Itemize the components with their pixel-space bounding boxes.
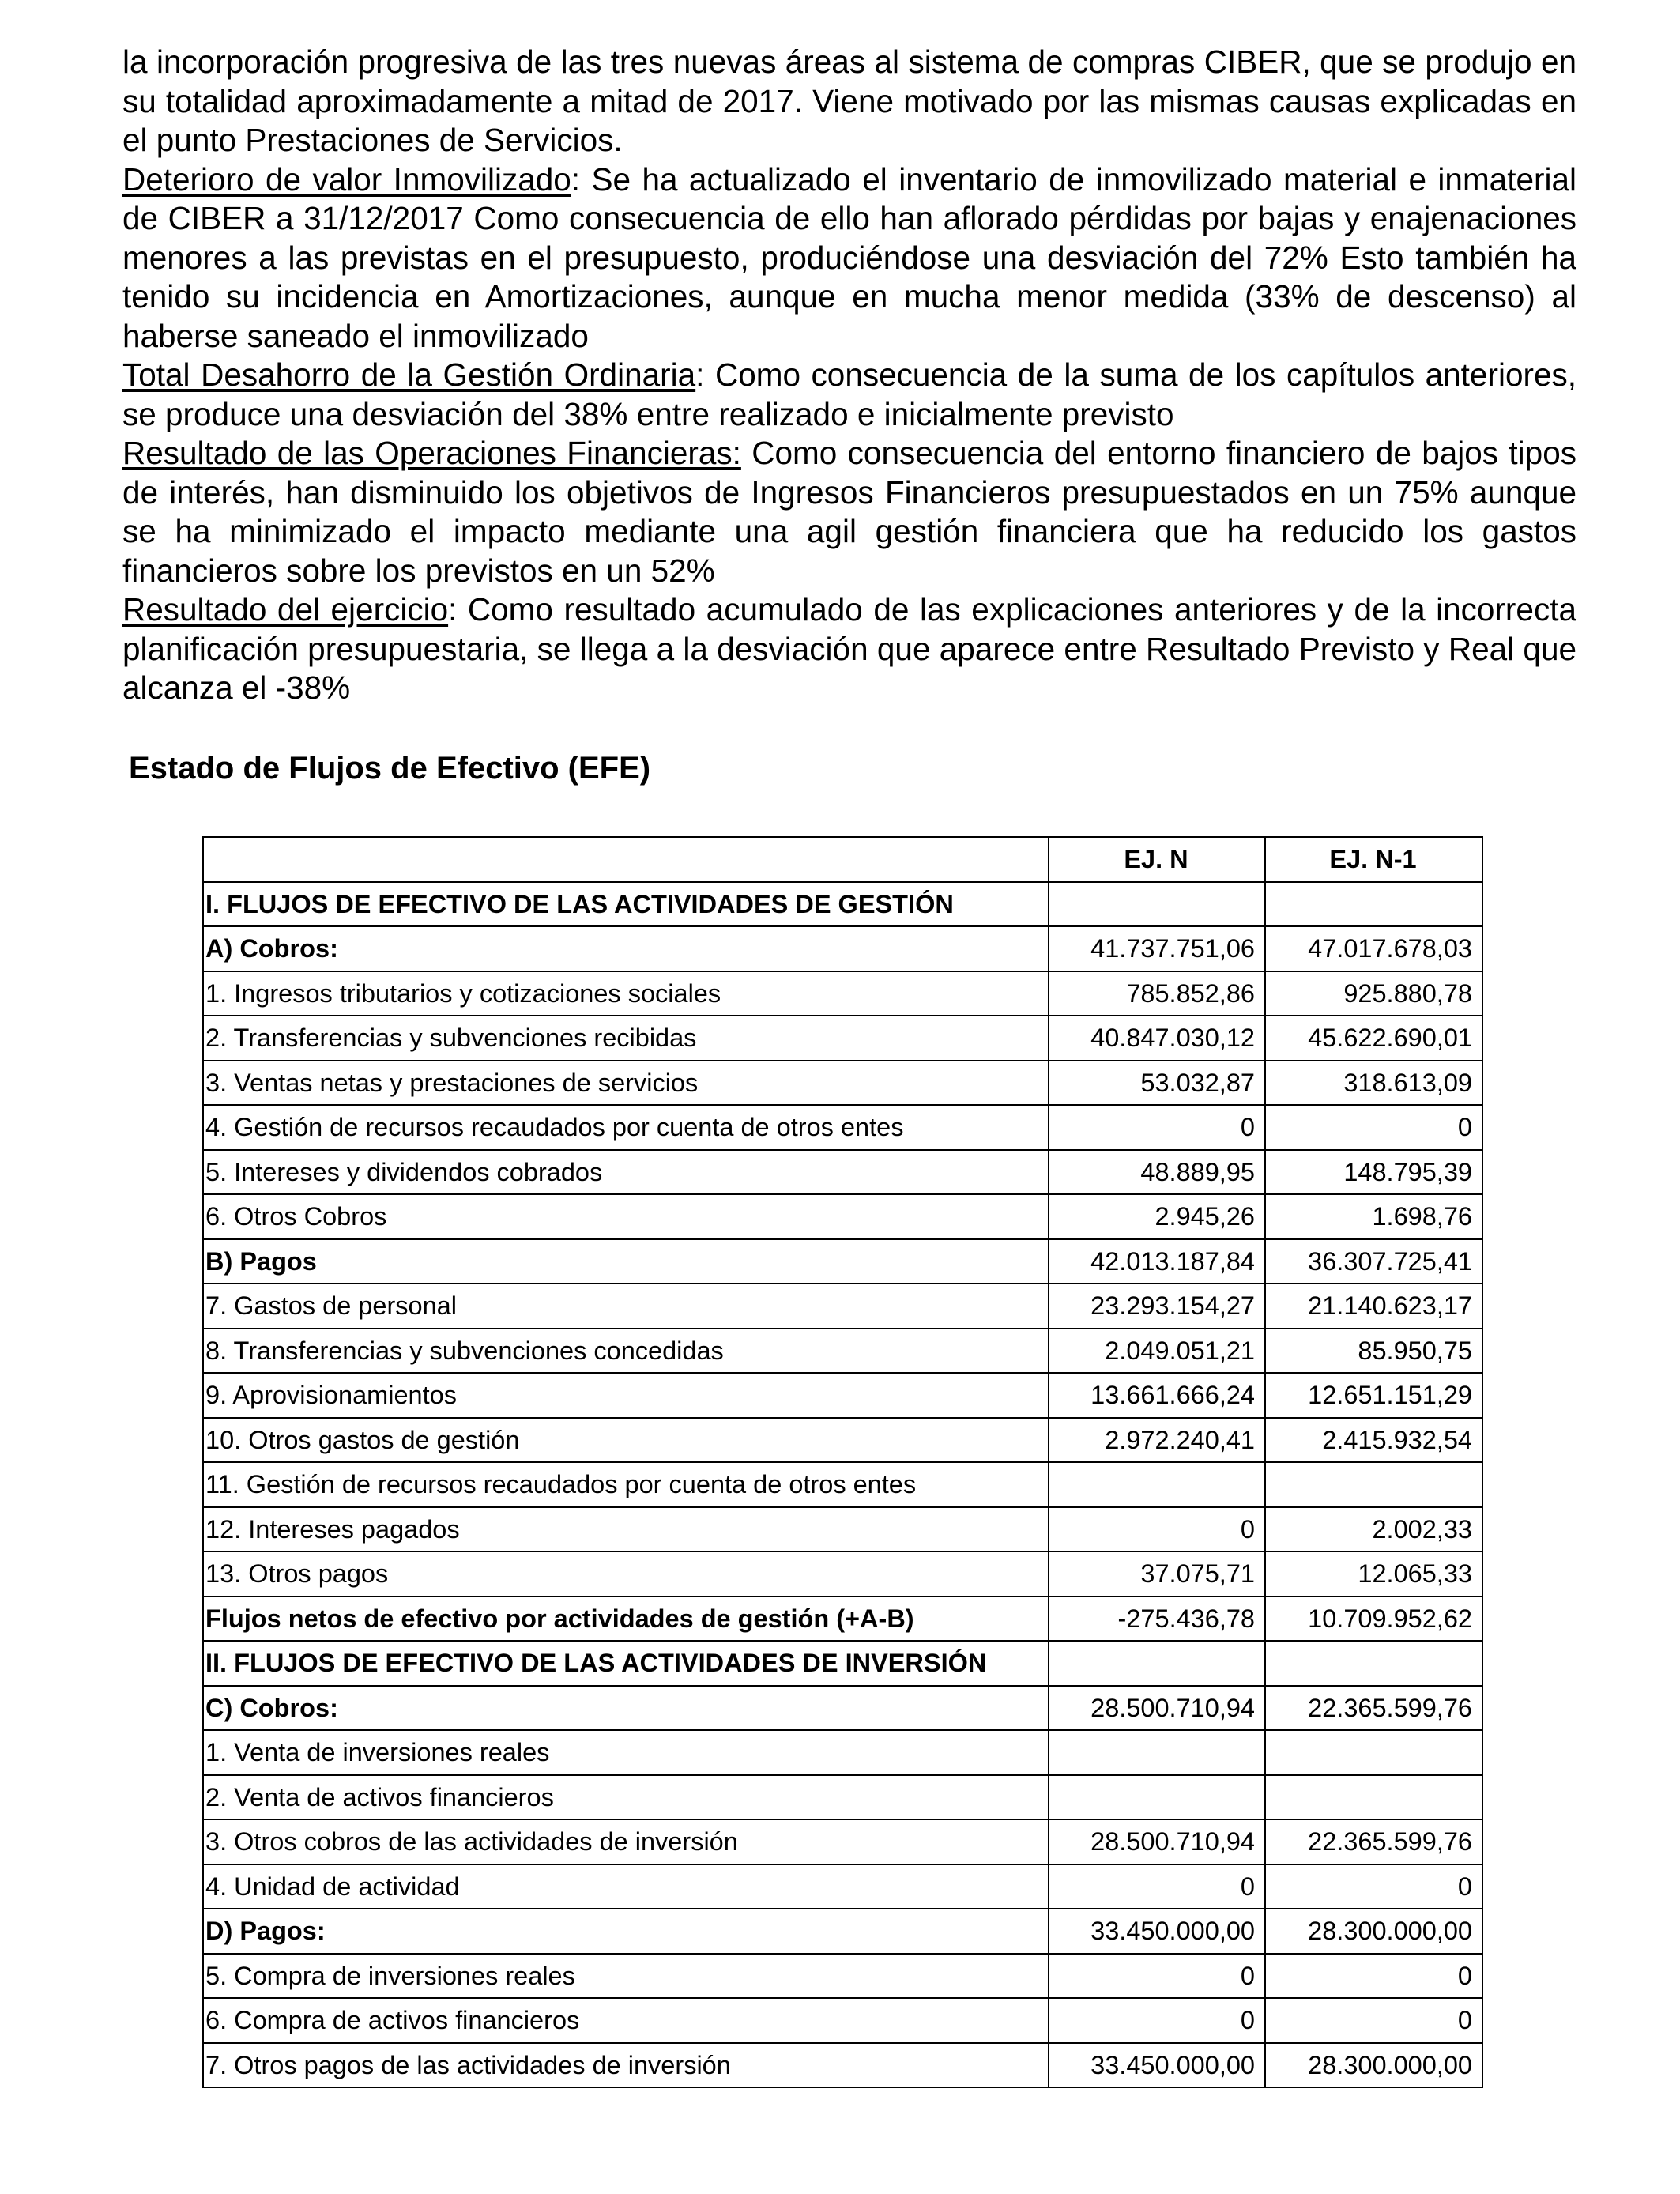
value-ej-n: 33.450.000,00 [1049, 2043, 1265, 2088]
paragraph-intro [122, 43, 1576, 160]
value-ej-n [1049, 1462, 1265, 1507]
table-row [203, 1864, 1482, 1909]
value-ej-n-1: 2.002,33 [1265, 1507, 1482, 1552]
value-ej-n-1: 0 [1265, 1998, 1482, 2043]
value-ej-n [1049, 1730, 1265, 1775]
row-label: 10. Otros gastos de gestión [203, 1418, 1049, 1463]
value-ej-n [1049, 882, 1265, 927]
value-ej-n-1: 0 [1265, 1105, 1482, 1150]
table-body [203, 882, 1482, 2088]
value-ej-n: 42.013.187,84 [1049, 1239, 1265, 1284]
value-ej-n-1 [1265, 1641, 1482, 1686]
value-ej-n-1: 21.140.623,17 [1265, 1284, 1482, 1329]
row-label: 1. Venta de inversiones reales [203, 1730, 1049, 1775]
row-label: D) Pagos: [203, 1909, 1049, 1954]
value-ej-n: 13.661.666,24 [1049, 1373, 1265, 1418]
row-label: 9. Aprovisionamientos [203, 1373, 1049, 1418]
row-label: 1. Ingresos tributarios y cotizaciones sociales [203, 971, 1049, 1016]
paragraph-text: Como resultado acumulado de las explicaciones anteriores y de la incorrecta planificación presupuestaria, se llega a la desviación que aparece entre Resultado Previsto y Real que alcanza el -38% [122, 591, 1576, 706]
value-ej-n-1: 85.950,75 [1265, 1329, 1482, 1374]
row-label: 8. Transferencias y subvenciones concedidas [203, 1329, 1049, 1374]
value-ej-n: 28.500.710,94 [1049, 1686, 1265, 1731]
table-row [203, 1150, 1482, 1195]
table-row [203, 1284, 1482, 1329]
table-row [203, 1061, 1482, 1106]
value-ej-n-1: 2.415.932,54 [1265, 1418, 1482, 1463]
row-label: 6. Otros Cobros [203, 1194, 1049, 1239]
value-ej-n-1: 28.300.000,00 [1265, 2043, 1482, 2088]
value-ej-n: 53.032,87 [1049, 1061, 1265, 1106]
table-row [203, 1507, 1482, 1552]
row-label: A) Cobros: [203, 926, 1049, 971]
paragraph-heading: Resultado del ejercicio [122, 591, 449, 628]
row-label: 6. Compra de activos financieros [203, 1998, 1049, 2043]
table-header-row [203, 837, 1482, 882]
table-row [203, 1775, 1482, 1820]
row-label: B) Pagos [203, 1239, 1049, 1284]
paragraph-heading-sep: : [571, 160, 592, 198]
row-label: 5. Intereses y dividendos cobrados [203, 1150, 1049, 1195]
value-ej-n-1: 148.795,39 [1265, 1150, 1482, 1195]
row-label: II. FLUJOS DE EFECTIVO DE LAS ACTIVIDADES DE INVERSIÓN [203, 1641, 1049, 1686]
paragraph-desahorro [122, 356, 1576, 434]
table-row [203, 1551, 1482, 1596]
value-ej-n-1 [1265, 1730, 1482, 1775]
table-row [203, 926, 1482, 971]
column-header-ej-n: EJ. N [1049, 837, 1265, 882]
value-ej-n-1: 0 [1265, 1954, 1482, 1999]
table-row [203, 1373, 1482, 1418]
table-row [203, 971, 1482, 1016]
value-ej-n: 0 [1049, 1998, 1265, 2043]
table-row [203, 1909, 1482, 1954]
row-label: 13. Otros pagos [203, 1551, 1049, 1596]
table-row [203, 1998, 1482, 2043]
value-ej-n-1: 318.613,09 [1265, 1061, 1482, 1106]
column-header-ej-n-1: EJ. N-1 [1265, 837, 1482, 882]
value-ej-n-1: 45.622.690,01 [1265, 1016, 1482, 1061]
value-ej-n-1: 36.307.725,41 [1265, 1239, 1482, 1284]
paragraph-heading-sep: : [695, 356, 715, 393]
value-ej-n-1: 28.300.000,00 [1265, 1909, 1482, 1954]
paragraph-text: la incorporación progresiva de las tres nuevas áreas al sistema de compras CIBER, que se produjo en su totalidad aproximadamente a mitad de 2017. Viene motivado por las mismas causas explicadas en el punto Prestaciones de Servicios. [122, 43, 1576, 158]
value-ej-n: 0 [1049, 1954, 1265, 1999]
column-header-concept [203, 837, 1049, 882]
table-row [203, 1239, 1482, 1284]
table-row [203, 1418, 1482, 1463]
paragraph-operaciones-financieras [122, 434, 1576, 590]
table-row [203, 2043, 1482, 2088]
table-row [203, 1730, 1482, 1775]
value-ej-n: 2.972.240,41 [1049, 1418, 1265, 1463]
row-label: 7. Gastos de personal [203, 1284, 1049, 1329]
table-row [203, 1016, 1482, 1061]
value-ej-n-1 [1265, 1775, 1482, 1820]
paragraph-heading: Resultado de las Operaciones Financieras: [122, 435, 741, 471]
row-label: 4. Gestión de recursos recaudados por cuenta de otros entes [203, 1105, 1049, 1150]
body-text [122, 43, 1576, 708]
value-ej-n-1: 10.709.952,62 [1265, 1596, 1482, 1642]
row-label: 12. Intereses pagados [203, 1507, 1049, 1552]
paragraph-text: Se ha actualizado el inventario de inmovilizado material e inmaterial de CIBER a 31/12/2017 Como consecuencia de ello han aflorado pérdidas por bajas y enajenaciones menores a las previstas en el presupuesto, produciéndose una desviación del 72% Esto también ha tenido su incidencia en Amortizaciones, aunque en mucha menor medida (33% de descenso) al haberse saneado el inmovilizado [122, 160, 1576, 354]
value-ej-n-1: 1.698,76 [1265, 1194, 1482, 1239]
table-row [203, 1194, 1482, 1239]
value-ej-n-1: 22.365.599,76 [1265, 1686, 1482, 1731]
table-row [203, 1954, 1482, 1999]
value-ej-n: 785.852,86 [1049, 971, 1265, 1016]
table-row [203, 1329, 1482, 1374]
value-ej-n-1: 12.065,33 [1265, 1551, 1482, 1596]
value-ej-n-1: 22.365.599,76 [1265, 1819, 1482, 1864]
table-row [203, 882, 1482, 927]
value-ej-n: 41.737.751,06 [1049, 926, 1265, 971]
value-ej-n: 0 [1049, 1864, 1265, 1909]
value-ej-n [1049, 1775, 1265, 1820]
value-ej-n: 23.293.154,27 [1049, 1284, 1265, 1329]
row-label: 3. Otros cobros de las actividades de inversión [203, 1819, 1049, 1864]
value-ej-n: 33.450.000,00 [1049, 1909, 1265, 1954]
value-ej-n: 2.049.051,21 [1049, 1329, 1265, 1374]
value-ej-n: 37.075,71 [1049, 1551, 1265, 1596]
paragraph-deterioro [122, 160, 1576, 356]
value-ej-n [1049, 1641, 1265, 1686]
row-label: 4. Unidad de actividad [203, 1864, 1049, 1909]
paragraph-heading: Deterioro de valor Inmovilizado [122, 160, 571, 198]
value-ej-n: 0 [1049, 1507, 1265, 1552]
row-label: I. FLUJOS DE EFECTIVO DE LAS ACTIVIDADES DE GESTIÓN [203, 882, 1049, 927]
value-ej-n-1 [1265, 882, 1482, 927]
table-row [203, 1596, 1482, 1642]
paragraph-heading-sep: : [448, 591, 468, 628]
section-title: Estado de Flujos de Efectivo (EFE) [129, 751, 651, 786]
value-ej-n: 28.500.710,94 [1049, 1819, 1265, 1864]
value-ej-n: 0 [1049, 1105, 1265, 1150]
value-ej-n-1 [1265, 1462, 1482, 1507]
table-row [203, 1819, 1482, 1864]
row-label: 5. Compra de inversiones reales [203, 1954, 1049, 1999]
table-row [203, 1105, 1482, 1150]
table-row [203, 1686, 1482, 1731]
row-label: C) Cobros: [203, 1686, 1049, 1731]
row-label: Flujos netos de efectivo por actividades de gestión (+A-B) [203, 1596, 1049, 1642]
value-ej-n-1: 0 [1265, 1864, 1482, 1909]
row-label: 2. Venta de activos financieros [203, 1775, 1049, 1820]
paragraph-resultado-ejercicio [122, 590, 1576, 708]
row-label: 3. Ventas netas y prestaciones de servicios [203, 1061, 1049, 1106]
paragraph-heading-sep [741, 435, 751, 471]
row-label: 11. Gestión de recursos recaudados por cuenta de otros entes [203, 1462, 1049, 1507]
row-label: 7. Otros pagos de las actividades de inversión [203, 2043, 1049, 2088]
value-ej-n: 40.847.030,12 [1049, 1016, 1265, 1061]
value-ej-n-1: 47.017.678,03 [1265, 926, 1482, 971]
table-row [203, 1641, 1482, 1686]
value-ej-n-1: 925.880,78 [1265, 971, 1482, 1016]
value-ej-n: 2.945,26 [1049, 1194, 1265, 1239]
value-ej-n-1: 12.651.151,29 [1265, 1373, 1482, 1418]
paragraph-text: Como consecuencia de la suma de los capítulos anteriores, se produce una desviación del 38% entre realizado e inicialmente previsto [122, 356, 1576, 432]
row-label: 2. Transferencias y subvenciones recibidas [203, 1016, 1049, 1061]
value-ej-n: 48.889,95 [1049, 1150, 1265, 1195]
value-ej-n: -275.436,78 [1049, 1596, 1265, 1642]
paragraph-text: Como consecuencia del entorno financiero de bajos tipos de interés, han disminuido los objetivos de Ingresos Financieros presupuestados en un 75% aunque se ha minimizado el impacto mediante una agil gestión financiera que ha reducido los gastos financieros sobre los previstos en un 52% [122, 435, 1576, 589]
paragraph-heading: Total Desahorro de la Gestión Ordinaria [122, 356, 696, 393]
table-row [203, 1462, 1482, 1507]
efe-table [202, 836, 1483, 2088]
